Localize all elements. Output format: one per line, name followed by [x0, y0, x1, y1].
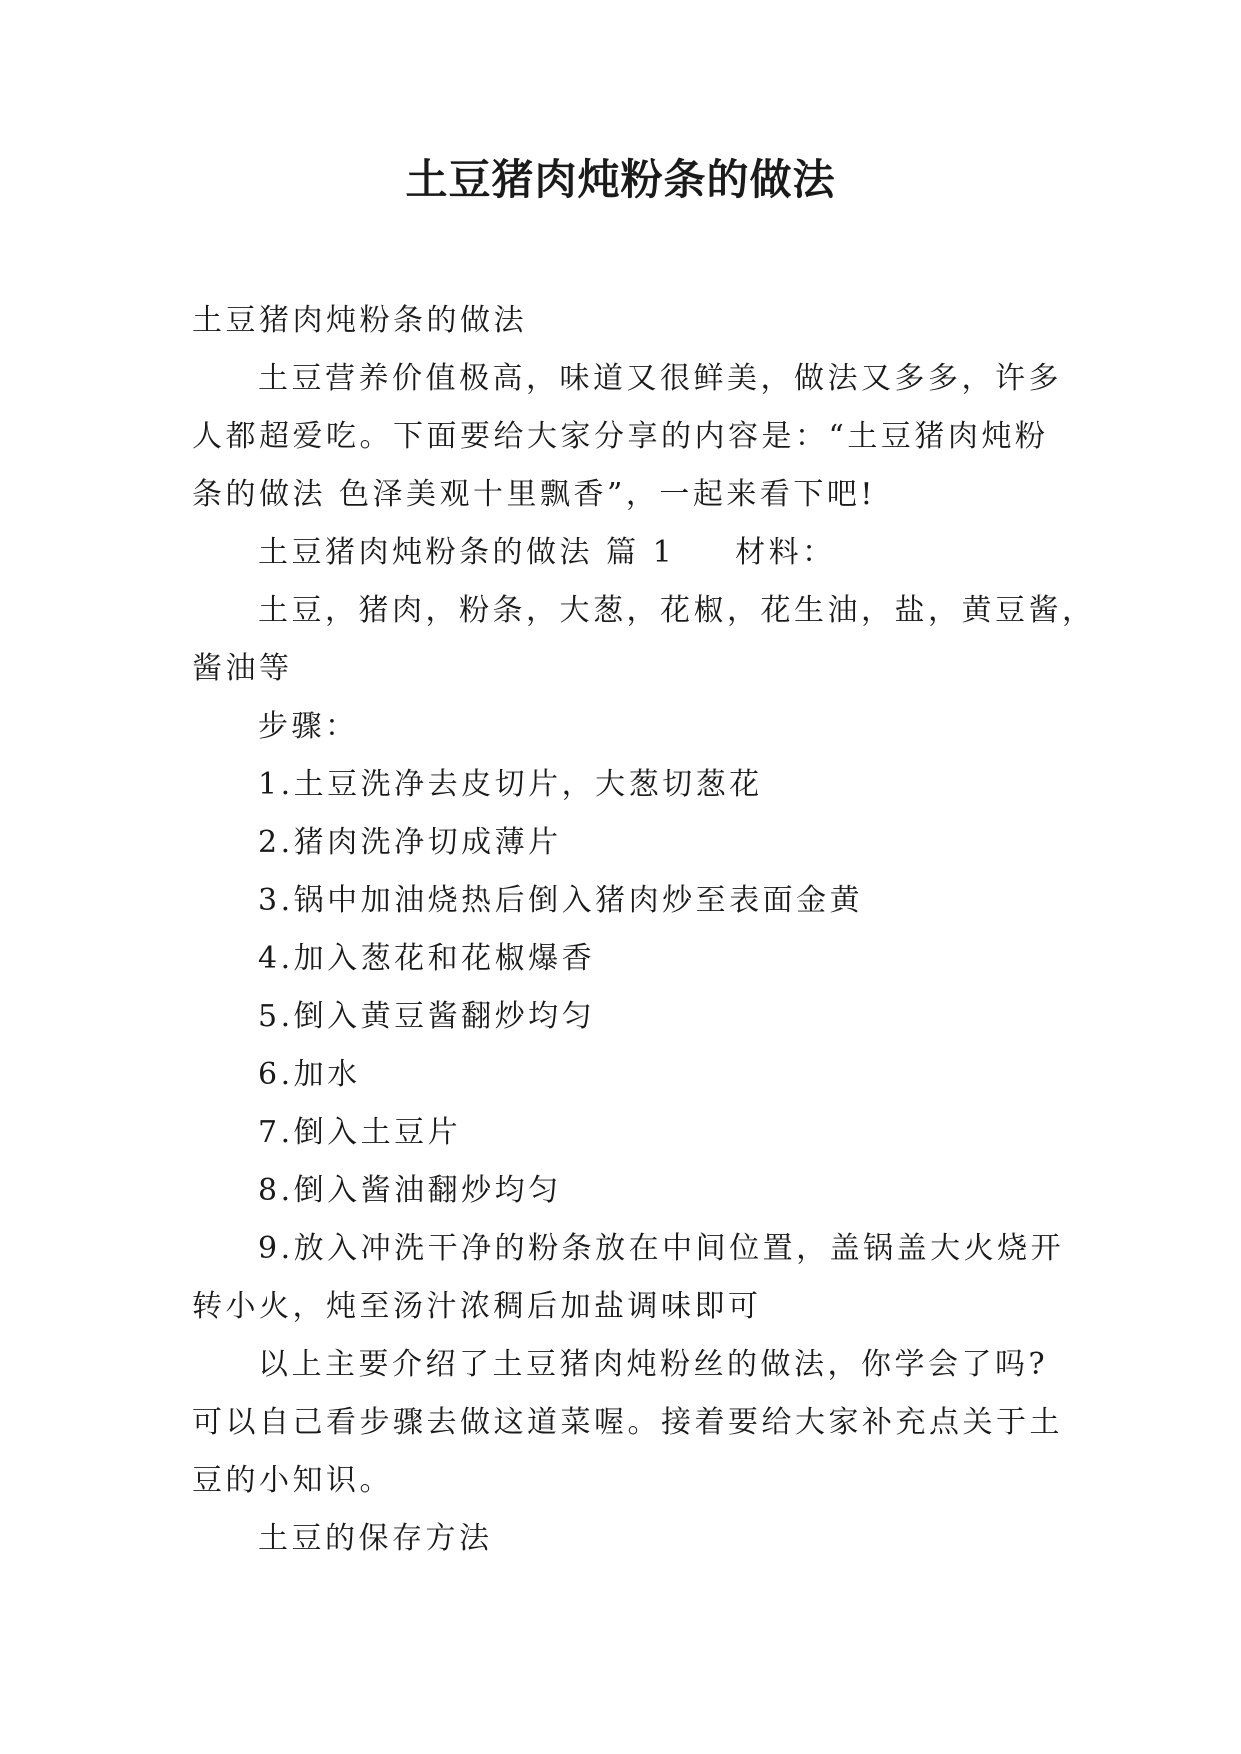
- materials-label: 材料：: [735, 535, 836, 570]
- summary-line-2: 可以自己看步骤去做这道菜喔。接着要给大家补充点关于土: [192, 1405, 1063, 1440]
- step-4: 4.加入葱花和花椒爆香: [258, 941, 596, 976]
- materials-line-2: 酱油等: [192, 651, 293, 686]
- step-9-line-2: 转小火，炖至汤汁浓稠后加盐调味即可: [192, 1289, 762, 1324]
- step-5: 5.倒入黄豆酱翻炒均匀: [258, 999, 596, 1034]
- steps-label: 步骤：: [258, 709, 359, 744]
- summary-line-3: 豆的小知识。: [192, 1463, 393, 1498]
- summary-line-1: 以上主要介绍了土豆猪肉炖粉丝的做法，你学会了吗?: [258, 1347, 1049, 1382]
- section-heading-line: [192, 524, 1052, 582]
- step-1: 1.土豆洗净去皮切片，大葱切葱花: [258, 767, 763, 802]
- step-6: 6.加水: [258, 1057, 361, 1092]
- intro-line-2: 人都超爱吃。下面要给大家分享的内容是：“土豆猪肉炖粉: [192, 419, 1049, 454]
- document-body: [192, 292, 1096, 1568]
- step-9-line-1: 9.放入冲洗干净的粉条放在中间位置，盖锅盖大火烧开: [258, 1231, 1065, 1266]
- materials-line-1: 土豆，猪肉，粉条，大葱，花椒，花生油，盐，黄豆酱，: [258, 593, 1096, 628]
- step-7: 7.倒入土豆片: [258, 1115, 462, 1150]
- document-title: 土豆猪肉炖粉条的做法: [405, 155, 836, 204]
- intro-line-1: 土豆营养价值极高，味道又很鲜美，做法又多多，许多: [258, 361, 1062, 396]
- step-8: 8.倒入酱油翻炒均匀: [258, 1173, 562, 1208]
- subtitle-line: 土豆猪肉炖粉条的做法: [192, 303, 527, 338]
- section-heading: 土豆猪肉炖粉条的做法 篇 1: [258, 535, 676, 570]
- storage-heading: 土豆的保存方法: [258, 1521, 493, 1556]
- step-2: 2.猪肉洗净切成薄片: [258, 825, 562, 860]
- intro-line-3: 条的做法 色泽美观十里飘香”，一起来看下吧!: [192, 477, 876, 512]
- step-3: 3.锅中加油烧热后倒入猪肉炒至表面金黄: [258, 883, 864, 918]
